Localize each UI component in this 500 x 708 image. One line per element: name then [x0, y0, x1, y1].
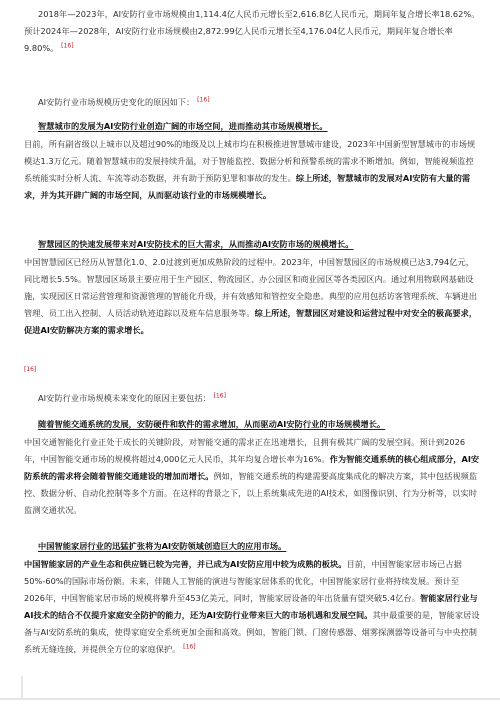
history-item2-title: 智慧园区的快速发展带来对AI安防技术的巨大需求，从而推动AI安防市场的规模增长。 [38, 239, 354, 249]
future-heading-text: AI安防行业市场规模未来变化的原因主要包括： [38, 393, 211, 403]
intro-paragraph [24, 6, 480, 57]
future-item2-bold: 智能家居行业与AI技术的结合不仅提升家庭安全防护的能力，还为AI安防行业带来巨大的市场机遇和发展空间。 [24, 593, 478, 620]
citation-ref[interactable]: [16] [183, 643, 196, 651]
history-item2-body [24, 254, 480, 339]
history-item1-body [24, 136, 480, 204]
future-item1-body-text: 中国交通智能化行业正处于成长的关键阶段，对智能交通的需求正在迅速增长，且拥有极其广阔的发展空间。预计到2026年，中国智能交通市场的规模将超过4,000亿元人民币，其年均复合增长率为16%。 [24, 437, 466, 464]
future-item2-bold-lead: 中国智能家居的产业生态和供应链已较为完善，并已成为AI安防应用中较为成熟的板块。 [24, 559, 347, 569]
history-item1-title: 智慧城市的发展为AI安防行业创造广阔的市场空间，进而推动其市场规模增长。 [38, 121, 328, 131]
future-item1-title: 随着智能交通系统的发展，安防硬件和软件的需求增加，从而驱动AI安防行业的市场规模增长。 [38, 419, 386, 429]
history-item1-summary: 综上所述，智慧城市的发展对AI安防有大量的需求，并为其开辟广阔的市场空间，从而驱动该行业的市场规模增长。 [24, 173, 471, 200]
future-item1-body2: 例如，智能交通系统的构建需要高度集成化的解决方案，其中包括视频监控、数据分析、自动化控制等多个方面。在这样的背景之下，以上系统集成先进的AI技术，如图像识别、行为分析等，以实时监测交通状况。 [24, 471, 478, 515]
intro-text: 2018年—2023年，AI安防行业市场规模由1,114.4亿人民币元增长至2,616.8亿人民币元，期间年复合增长率18.62%。预计2024年—2028年，AI安防行业市场规模由2,872.99亿人民币元增长至4,176.04亿人民币元，期间年复合增长率9.80%。 [24, 9, 480, 53]
citation-ref[interactable]: [16] [197, 96, 210, 104]
citation-ref[interactable]: [16] [24, 366, 37, 373]
left-margin-bar [21, 676, 23, 698]
history-heading-text: AI安防行业市场规模历史变化的原因如下： [38, 97, 195, 107]
future-item2-body-text: 目前，中国智能家居市场已占据50%-60%的国际市场份额。未来，伴随人工智能的演进与智能家居体系的优化，中国智能家居行业将持续发展。预计至2026年，中国智能家居市场的规模将攀升至453亿美元，同时，智能家居设备的年出货量有望突破5.4亿台。 [24, 559, 462, 603]
future-item1-body [24, 434, 480, 519]
history-item2-body-text: 中国智慧园区已经历从智慧化1.0、2.0过渡到更加成熟阶段的过程中。2023年，中国智慧园区的市场规模已达3,794亿元，同比增长5.5%。智慧园区场景主要应用于生产园区、物流园区、办公园区和商业园区等各类园区内。通过利用物联网基础设施，实现园区日常运营管理和资源管理的智能化升级，并有效感知和管控安全隐患。典型的应用包括访客管理系统、车辆进出管理、员工出入控制、人员活动轨迹追踪以及班车信息服务等。 [24, 257, 478, 318]
history-heading [24, 94, 480, 111]
bottom-divider [0, 698, 500, 700]
future-item2-body2: 其中最重要的是，智能家居设备与AI安防系统的集成，使得家庭安全系统更加全面和高效。例如，智能门锁、门窗传感器、烟雾探测器等设备可与中央控制系统无缝连接，并提供全方位的家庭保护。 [24, 610, 480, 654]
citation-ref[interactable]: [16] [61, 42, 74, 50]
history-item1-body-text: 目前，所有副省级以上城市以及超过90%的地级及以上城市均在积极推进智慧城市建设，2023年中国新型智慧城市的市场规模达1.3万亿元。随着智慧城市的发展持续升温，对于智能监控、数据分析和预警系统的需求不断增加。例如，智能视频监控系统能实时分析人流、车流等动态数据，并有助于预防犯罪和事故的发生。 [24, 139, 476, 183]
future-item2-body [24, 556, 480, 658]
future-item1-bold: 作为智能交通系统的核心组成部分，AI安防系统的需求将会随着智能交通建设的增加而增长。 [24, 454, 480, 481]
citation-ref[interactable]: [16] [213, 392, 227, 400]
future-heading [24, 390, 480, 407]
future-item2-title: 中国智能家居行业的迅猛扩张将为AI安防领域创造巨大的应用市场。 [38, 541, 287, 551]
history-item2-summary: 综上所述，智慧园区对建设和运营过程中对安全的极高要求，促进AI安防解决方案的需求增长。 [24, 308, 478, 335]
